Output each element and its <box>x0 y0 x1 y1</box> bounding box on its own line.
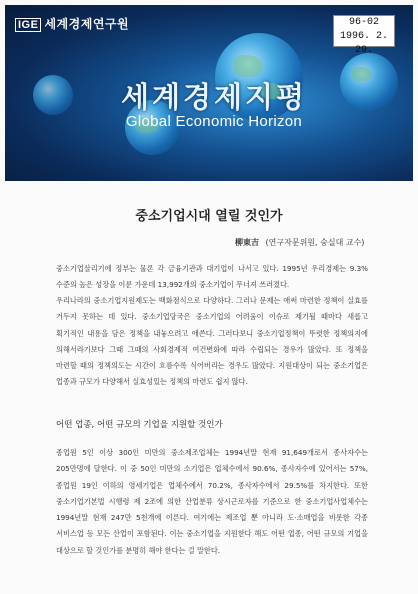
article-paragraph: 종업원 5인 이상 300인 미만의 중소제조업체는 1994년말 현재 91,649개로서 종사자수는 205만명에 달한다. 이 중 50인 미만의 소기업은 업체수에서 90.6%, 종사자수에 있어서는 57%, 종업원 19인 이하의 영세기업은 업체수에서 70.2%, 종사자수에서 29.5%를 차지한다. 또한 중소기업기본법 시행령 제 2조에 의한 산업분류 상시근로자를 기준으로 한 중소기업사업체수는 1994년말 현재 247만 5천개에 이른다. 여기에는 제조업 뿐 아니라 도·소매업을 비롯한 각종 서비스업 등 모든 산업이 포함된다. 이는 중소기업을 지원한다 해도 어떤 업종, 어떤 규모의 기업을 대상으로 할 것인가를 분명히 해야 한다는 걸 말한다. <box>56 448 368 555</box>
issue-date: 1996. 2. 29. <box>339 31 388 56</box>
organization-name: 세계경제연구원 <box>44 17 130 31</box>
article-paragraph: 우리나라의 중소기업지원제도는 백화점식으로 다양하다. 그러나 문제는 애써 마련한 정책이 실효를 거두지 못하는 데 있다. 중소기업당국은 중소기업의 어려움이 이슈로 제기될 때마다 새롭고 획기적인 내용을 담은 정책을 내놓으려고 애쓴다. 그러다보니 중소기업정책이 뚜렷한 정책의지에 의해서라기보다 그때 그때의 사회경제적 여건변화에 따라 수립되는 경우가 많았다. 또 정책을 마련할 때의 정책의도는 시간이 흐름수록 식어버리는 경우도 많았다. 지원대상이 되는 중소기업은 업종과 규모가 다양해서 실효성있는 정책의 마련도 쉽지 않다. <box>56 296 368 387</box>
article-paragraph: 중소기업살리기에 정부는 물론 각 금융기관과 대기업이 나서고 있다. 1995년 우리경제는 9.3% 수준의 높은 성장을 이룬 가운데 13,992개의 중소기업이 무너져 쓰러졌다. <box>56 264 368 290</box>
newsletter-subtitle: Global Economic Horizon <box>125 113 303 130</box>
newsletter-title: 세계경제지평 <box>120 80 308 114</box>
author-byline <box>235 237 364 248</box>
header-banner <box>5 5 413 181</box>
issue-info-box <box>333 15 395 56</box>
logo-icon: IGE <box>15 18 41 32</box>
author-affiliation: (연구자문위원, 숭실대 교수) <box>265 238 365 247</box>
section-heading: 어떤 업종, 어떤 규모의 기업을 지원할 것인가 <box>56 420 223 430</box>
organization-logo <box>15 15 129 32</box>
issue-number: 96-02 <box>348 17 379 28</box>
author-name: 柳東吉 <box>235 238 259 247</box>
article-title: 중소기업시대 열릴 것인가 <box>135 209 283 224</box>
